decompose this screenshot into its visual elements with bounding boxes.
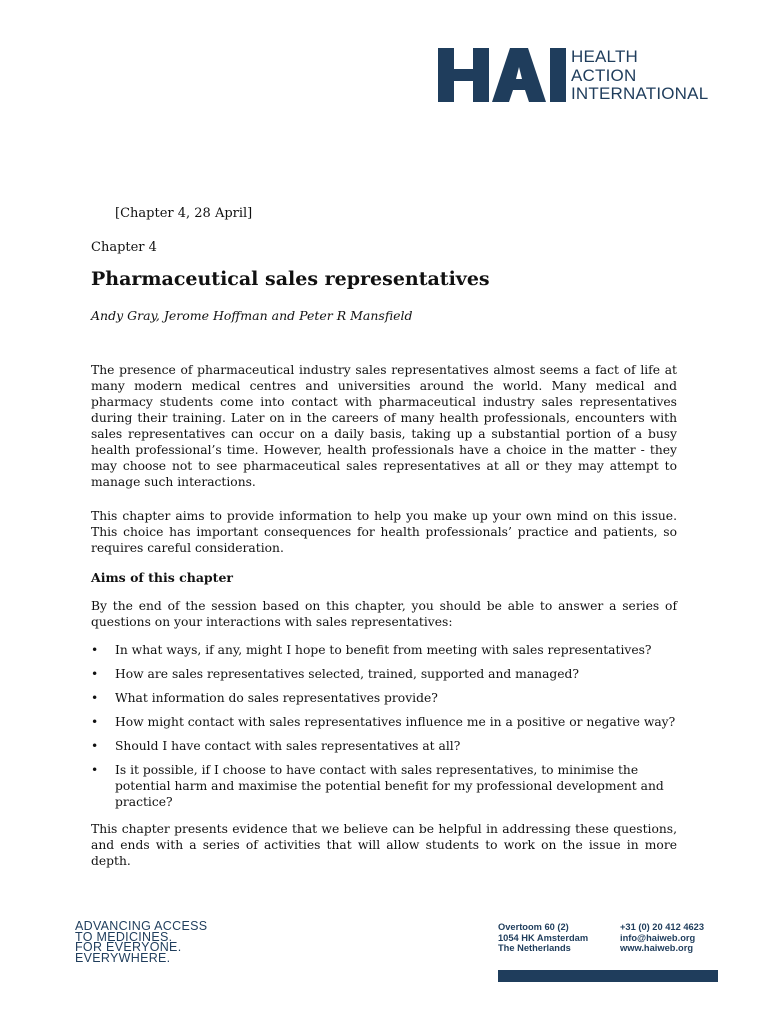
question-text: How might contact with sales representatives influence me in a positive or negative way? [115, 715, 676, 729]
bullet-icon: • [91, 643, 99, 657]
chapter-label: Chapter 4 [91, 240, 157, 255]
list-item [91, 762, 677, 810]
org-name-line: INTERNATIONAL [571, 84, 709, 103]
footer-accent-bar [498, 970, 718, 982]
list-item [91, 714, 677, 730]
question-text: In what ways, if any, might I hope to benefit from meeting with sales representatives? [115, 643, 652, 657]
footer-contacts [620, 922, 704, 954]
address-line: Overtoom 60 (2) [498, 922, 569, 932]
address-line: 1054 HK Amsterdam [498, 932, 589, 943]
chapter-title: Pharmaceutical sales representatives [91, 268, 490, 290]
tagline-line: TO MEDICINES. [75, 929, 173, 944]
closing-paragraph: This chapter presents evidence that we believe can be helpful in addressing these questions, and ends with a series of activities that will allow students to work on the issue in more depth. [91, 822, 677, 868]
list-item [91, 738, 677, 754]
question-text: How are sales representatives selected, trained, supported and managed? [115, 667, 580, 681]
footer-tagline [75, 921, 207, 963]
intro-paragraph-1: The presence of pharmaceutical industry sales representatives almost seems a fact of life at many modern medical centres and universities around the world. Many medical and pharmacy students come into contact with pharmaceutical industry sales representatives during their training. Later on in the careers of many health professionals, encounters with sales representatives can occur on a daily basis, taking up a substantial portion of a busy health professional’s time. However, health professionals have a choice in the matter - they may choose not to see pharmaceutical sales representatives at all or they may attempt to manage such interactions. [91, 363, 677, 489]
list-item [91, 690, 677, 706]
aims-intro-paragraph: By the end of the session based on this chapter, you should be able to answer a series of questions on your interactions with sales representatives: [91, 599, 677, 629]
tagline-line: FOR EVERYONE. [75, 940, 182, 954]
org-name-line: HEALTH [571, 47, 639, 66]
list-item [91, 666, 677, 682]
aims-heading: Aims of this chapter [91, 570, 233, 585]
question-text: What information do sales representatives provide? [115, 691, 438, 705]
org-name-line: ACTION [571, 65, 637, 85]
question-text: Is it possible, if I choose to have contact with sales representatives, to minimise the potential harm and maximise the potential benefit for my professional development and practice? [115, 763, 664, 809]
hai-logo [438, 48, 738, 108]
phone-number: +31 (0) 20 412 4623 [620, 922, 704, 932]
bullet-icon: • [91, 715, 99, 729]
authors-line: Andy Gray, Jerome Hoffman and Peter R Mansfield [91, 308, 413, 323]
bullet-icon: • [91, 739, 99, 753]
footer-address [498, 922, 588, 954]
document-body [91, 205, 677, 869]
bullet-icon: • [91, 763, 99, 777]
question-text: Should I have contact with sales representatives at all? [115, 739, 461, 753]
tagline-line: EVERYWHERE. [75, 950, 171, 965]
list-item [91, 642, 677, 658]
bullet-icon: • [91, 667, 99, 681]
questions-list [91, 642, 677, 810]
intro-paragraph-2: This chapter aims to provide information to help you make up your own mind on this issue. This choice has important consequences for health professionals’ practice and patients, so requires careful consideration. [91, 509, 677, 555]
tagline-line: ADVANCING ACCESS [75, 919, 208, 933]
org-name [571, 48, 708, 104]
email-address: info@haiweb.org [620, 932, 696, 943]
draft-note: [Chapter 4, 28 April] [115, 206, 253, 221]
address-line: The Netherlands [498, 943, 571, 953]
hai-logo-mark [438, 48, 566, 102]
bullet-icon: • [91, 691, 99, 705]
website-link: www.haiweb.org [620, 943, 694, 953]
